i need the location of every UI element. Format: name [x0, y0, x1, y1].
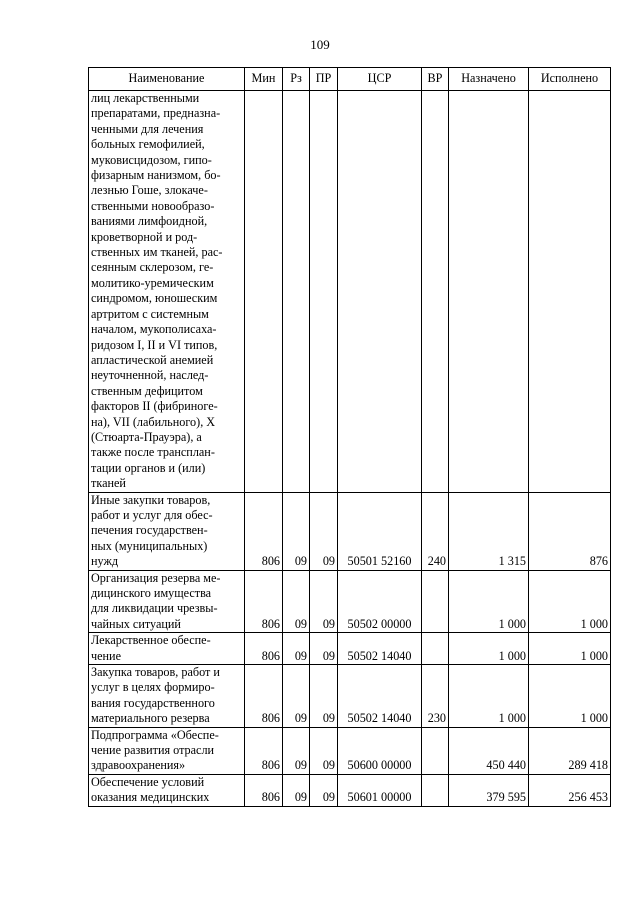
row-pr: 09 — [310, 774, 338, 806]
row-assigned: 379 595 — [449, 774, 529, 806]
row-min: 806 — [245, 665, 283, 728]
row-pr: 09 — [310, 665, 338, 728]
row-rz — [283, 91, 310, 493]
row-rz: 09 — [283, 633, 310, 665]
row-pr: 09 — [310, 633, 338, 665]
row-executed: 256 453 — [529, 774, 611, 806]
row-name-cell — [89, 492, 245, 570]
header-vr: ВР — [422, 68, 449, 91]
row-name-cell — [89, 774, 245, 806]
budget-table — [88, 67, 611, 807]
row-name: Лекарственное обеспе- чение — [91, 633, 211, 663]
row-executed: 876 — [529, 492, 611, 570]
row-rz: 09 — [283, 492, 310, 570]
row-rz: 09 — [283, 665, 310, 728]
row-assigned: 1 000 — [449, 570, 529, 633]
row-pr: 09 — [310, 727, 338, 774]
row-csr: 50600 00000 — [338, 727, 422, 774]
table-row — [89, 727, 611, 774]
header-csr: ЦСР — [338, 68, 422, 91]
row-assigned: 1 000 — [449, 665, 529, 728]
table-row — [89, 492, 611, 570]
row-executed: 289 418 — [529, 727, 611, 774]
header-executed: Исполнено — [529, 68, 611, 91]
row-assigned: 1 000 — [449, 633, 529, 665]
row-csr: 50601 00000 — [338, 774, 422, 806]
header-name: Наименование — [89, 68, 245, 91]
header-pr: ПР — [310, 68, 338, 91]
table-row — [89, 570, 611, 633]
row-vr — [422, 774, 449, 806]
table-header-row — [89, 68, 611, 91]
row-name-cell — [89, 665, 245, 728]
row-executed: 1 000 — [529, 570, 611, 633]
row-name-cell — [89, 727, 245, 774]
row-name: Закупка товаров, работ и услуг в целях формиро- вания государственного материального резерва — [91, 665, 220, 726]
row-pr — [310, 91, 338, 493]
row-assigned: 1 315 — [449, 492, 529, 570]
row-min: 806 — [245, 774, 283, 806]
row-assigned: 450 440 — [449, 727, 529, 774]
row-vr: 240 — [422, 492, 449, 570]
header-assigned: Назначено — [449, 68, 529, 91]
row-name: Организация резерва ме- дицинского имущества для ликвидации чрезвы- чайных ситуаций — [91, 570, 221, 631]
header-rz: Рз — [283, 68, 310, 91]
row-csr: 50501 52160 — [338, 492, 422, 570]
row-min: 806 — [245, 727, 283, 774]
row-executed — [529, 91, 611, 493]
table-row — [89, 91, 611, 493]
row-csr: 50502 14040 — [338, 633, 422, 665]
row-csr — [338, 91, 422, 493]
row-rz: 09 — [283, 727, 310, 774]
header-min: Мин — [245, 68, 283, 91]
row-executed: 1 000 — [529, 633, 611, 665]
table-row — [89, 665, 611, 728]
row-vr — [422, 633, 449, 665]
table-row — [89, 774, 611, 806]
row-csr: 50502 00000 — [338, 570, 422, 633]
row-rz: 09 — [283, 570, 310, 633]
row-min: 806 — [245, 633, 283, 665]
row-vr — [422, 570, 449, 633]
row-name: Подпрограмма «Обеспе- чение развития отрасли здравоохранения» — [91, 727, 219, 773]
row-min — [245, 91, 283, 493]
row-name: Обеспечение условий оказания медицинских — [91, 774, 210, 805]
row-min: 806 — [245, 570, 283, 633]
row-name: Иные закупки товаров, работ и услуг для обес- печения государствен- ных (муниципальных) нужд — [91, 492, 213, 569]
table-row — [89, 633, 611, 665]
row-pr: 09 — [310, 570, 338, 633]
row-vr: 230 — [422, 665, 449, 728]
row-assigned — [449, 91, 529, 493]
row-vr — [422, 91, 449, 493]
row-rz: 09 — [283, 774, 310, 806]
row-name: лиц лекарственными препаратами, предназна- ченными для лечения больных гемофилией, муковисцидозом, гипо- физарным нанизмом, бо- лезнью Гоше, злокаче- ственными новообразо- ваниями лимфоидной, кроветворной и род- ственных им тканей, рас- сеянным склерозом, ге- молитико-уремическим синдромом, юношеским артритом с системным началом, мукополисаха- ридозом I, II и VI типов, апластической анемией неуточненной, наслед- ственным дефицитом факторов II (фибриноге- на), VII (лабильного), X (Стюарта-Прауэра), а также после трансплан- тации органов и (или) тканей — [91, 91, 223, 491]
row-csr: 50502 14040 — [338, 665, 422, 728]
row-pr: 09 — [310, 492, 338, 570]
row-executed: 1 000 — [529, 665, 611, 728]
row-vr — [422, 727, 449, 774]
page-number: 109 — [310, 37, 330, 52]
row-name-cell — [89, 570, 245, 633]
row-name-cell — [89, 633, 245, 665]
row-name-cell — [89, 91, 245, 493]
row-min: 806 — [245, 492, 283, 570]
